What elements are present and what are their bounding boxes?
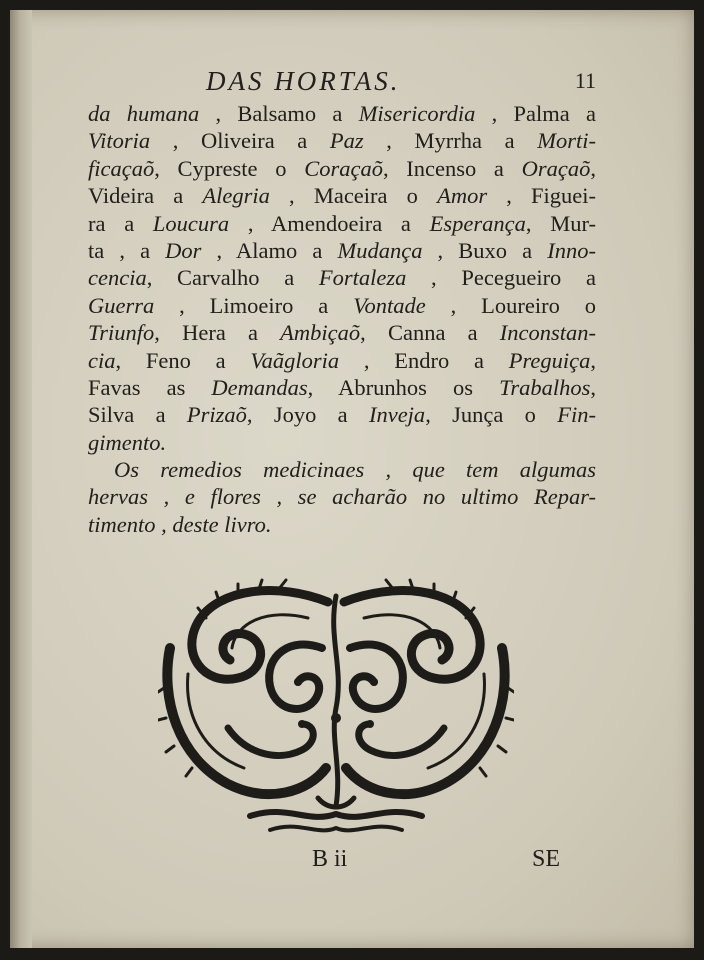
italic-term: Inveja <box>368 402 426 428</box>
roman-text: , Cypreste o <box>154 155 305 181</box>
page-header <box>88 66 596 100</box>
text-line <box>88 456 596 483</box>
italic-term: Loucura <box>152 210 230 236</box>
roman-text: , Hera a <box>154 320 281 346</box>
italic-term: Inconstan- <box>499 320 597 346</box>
italic-term: Prizaõ <box>186 402 247 428</box>
catchword: SE <box>532 846 561 872</box>
roman-text: , Alamo a <box>201 237 338 263</box>
text-line <box>88 292 596 319</box>
roman-text: , Junça o <box>425 402 558 428</box>
italic-term: da humana <box>88 101 200 126</box>
roman-text: , Limoeiro a <box>154 292 354 318</box>
text-line <box>88 127 596 154</box>
roman-text: , <box>590 155 596 181</box>
roman-text: , Oliveira a <box>150 128 330 154</box>
roman-text: , Myrrha a <box>363 128 538 154</box>
roman-text: , Figuei- <box>487 183 596 209</box>
roman-text: , Carvalho a <box>146 265 319 291</box>
roman-text: ta , a <box>88 237 166 263</box>
roman-text: , Incenso a <box>382 155 522 181</box>
roman-text: , Joyo a <box>246 402 369 428</box>
roman-text: , <box>590 374 596 400</box>
italic-term: Misericordia <box>358 101 476 126</box>
text-line <box>88 210 596 237</box>
italic-term: Fortaleza <box>318 265 407 291</box>
roman-text: , Buxo a <box>422 237 548 263</box>
roman-text: Videira a <box>88 183 203 209</box>
italic-term: Guerra <box>88 292 155 318</box>
text-line <box>88 264 596 291</box>
italic-term: Trabalhos <box>499 374 591 400</box>
roman-text: Favas as <box>88 374 212 400</box>
italic-term: Demandas <box>211 374 308 400</box>
roman-text: , Canna a <box>360 320 500 346</box>
italic-term: Fin- <box>557 402 596 428</box>
roman-text: , <box>590 347 596 373</box>
text-line <box>88 429 596 456</box>
page-number: 11 <box>574 68 596 93</box>
text-line <box>88 401 596 428</box>
roman-text: , Feno a <box>115 347 251 373</box>
text-line <box>88 374 596 401</box>
italic-term: Vitoria <box>88 128 151 154</box>
italic-term: Vaãgloria <box>250 347 340 373</box>
book-page <box>10 10 694 948</box>
italic-term: Paz <box>329 128 364 154</box>
roman-text: , Balsamo a <box>199 101 359 126</box>
text-block <box>88 66 596 538</box>
italic-term: Ambiçaõ <box>280 320 361 346</box>
roman-text: , Amendoeira a <box>229 210 430 236</box>
italic-term: ficaçaõ <box>88 155 155 181</box>
italic-term: Amor <box>437 183 488 209</box>
italic-term: Mudança <box>337 237 423 263</box>
italic-term: hervas , e flores , se acharão no ultimo Repar- <box>88 484 596 510</box>
roman-text: ra a <box>88 210 153 236</box>
text-line <box>88 237 596 264</box>
italic-term: Inno- <box>547 237 596 263</box>
italic-term: cia <box>88 347 116 373</box>
italic-term: Triunfo <box>88 320 155 346</box>
italic-term: Esperança <box>429 210 526 236</box>
italic-term: Morti- <box>537 128 596 154</box>
text-line <box>88 483 596 510</box>
text-line <box>88 347 596 374</box>
italic-term: Dor <box>165 237 202 263</box>
acanthus-ornament-icon <box>158 578 514 840</box>
roman-text: , Maceira o <box>269 183 438 209</box>
italic-term: Alegria <box>202 183 270 209</box>
text-line <box>88 511 596 538</box>
italic-term: Os remedios medicinaes , que tem algumas <box>114 457 596 483</box>
text-line <box>88 155 596 182</box>
roman-text: Silva a <box>88 402 187 428</box>
running-head: DAS HORTAS. <box>206 66 401 96</box>
text-line <box>88 319 596 346</box>
roman-text: , Loureiro o <box>425 292 597 318</box>
italic-term: Preguiça <box>508 347 591 373</box>
signature-mark: B ii <box>312 846 348 872</box>
roman-text: , Mur- <box>525 210 596 236</box>
italic-term: cencia <box>88 265 147 291</box>
text-line <box>88 182 596 209</box>
italic-term: timento , deste livro. <box>88 511 272 537</box>
roman-text: , Pecegueiro a <box>406 265 596 291</box>
page-binding-edge <box>10 10 32 948</box>
text-line <box>88 100 596 127</box>
page-footer <box>10 842 694 878</box>
italic-term: Vontade <box>353 292 426 318</box>
roman-text: , Endro a <box>339 347 509 373</box>
roman-text: , Palma a <box>475 101 596 126</box>
italic-term: Coraçaõ <box>304 155 383 181</box>
italic-term: gimento. <box>88 429 167 455</box>
italic-term: Oraçaõ <box>521 155 591 181</box>
roman-text: , Abrunhos os <box>307 374 500 400</box>
